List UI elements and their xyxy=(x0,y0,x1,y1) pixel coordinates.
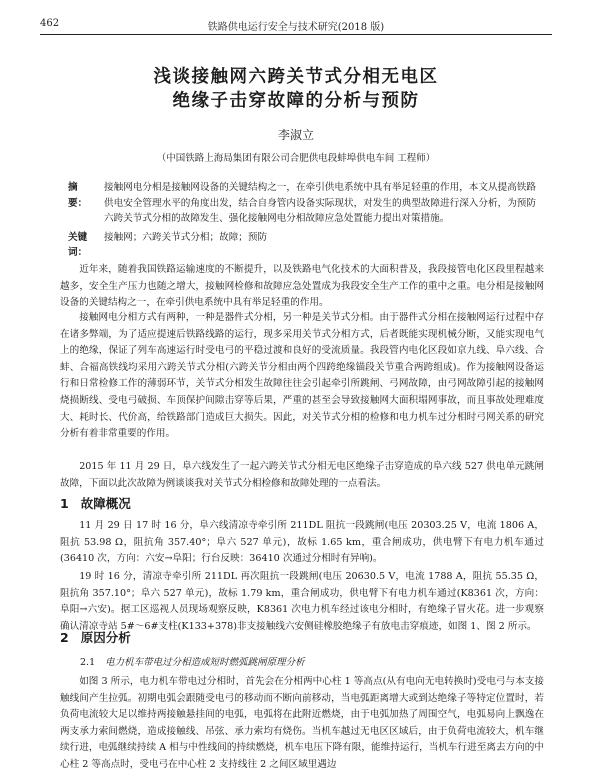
subsection-2-1-number: 2.1 xyxy=(80,657,96,668)
abstract-text: 接触网电分相是接触网设备的关键结构之一，在牵引供电系统中具有举足轻重的作用，本文从提高铁路供电安全管理水平的角度出发，结合自身管内设备实际现状，对发生的典型故障进行深入分析，为预防六跨关节式分相的故障发生、强化接触网电分相故障应急处置能力提出对策措施。 xyxy=(104,182,536,224)
running-header xyxy=(40,18,552,34)
section-1-heading xyxy=(60,494,131,512)
intro-paragraph-3: 2015 年 11 月 29 日，阜六线发生了一起六跨关节式分相无电区绝缘子击穿造成的阜六线 527 供电单元跳闸故障，下面以此次故障为例谈谈我对关节式分相检修和故障处理的一点看法。 xyxy=(60,461,544,489)
paper-title-line-1: 浅谈接触网六跨关节式分相无电区 xyxy=(153,67,439,87)
section-1-number: 1 xyxy=(60,496,69,511)
section-1-paragraph-2: 19 时 16 分，清凉寺牵引所 211DL 再次阻抗一段跳闸(电压 20630.5 V，电流 1788 A，阻抗 55.35 Ω，阻抗角 357.10°；阜六 527 单元)，故标 1.79 km，重合闸成功，供电臂下有电力机车通过(K8361 次，方向：阜阳→六安)。据工区巡视人员现场观察反映，K8361 次电力机车经过该电分相时，有绝缘子冒火花。进一步观察确认清凉寺站 5#～6#支柱(K133+378)非支接触线六安侧硅橡胶绝缘子有放电击穿痕迹，如图 1、图 2 所示。 xyxy=(60,571,544,632)
journal-name: 铁路供电运行安全与技术研究(2018 版) xyxy=(207,22,385,33)
author-affiliation: （中国铁路上海局集团有限公司合肥供电段蚌埠供电车间 工程师） xyxy=(156,153,436,164)
section-2-paragraph-1: 如图 3 所示，电力机车带电过分相时，首先会在分相两中心柱 1 等高点(从有电向无电转换时)受电弓与本支接触线间产生拉弧。初期电弧会跟随受电弓的移动而不断向前移动，当电弧距离增大或到达绝缘子等特定位置时，若负荷电流较大足以维持两接触悬挂间的电弧，电弧将在此附近燃烧，由于电弧加热了周围空气，电弧易向上飘逸在两支承力索间燃烧，造成接触线、吊弦、承力索均有烧伤。当机车越过无电区区域后，由于负荷电流较大，机车继续行进，电弧继续持续 A 相与中性线间的持续燃烧，机车电压下降有限，能维持运行，当机车行进至离去方向的中心柱 2 等高点时，受电弓在中心柱 2 支持线往 2 之间区域里遇边 xyxy=(60,676,544,770)
keywords-text: 接触网；六跨关节式分相；故障；预防 xyxy=(104,231,268,243)
section-2-title: 原因分析 xyxy=(80,630,131,645)
abstract-label: 摘 要： xyxy=(68,182,88,209)
paper-title-line-2: 绝缘子击穿故障的分析与预防 xyxy=(172,91,420,111)
section-2-number: 2 xyxy=(60,630,69,645)
page-number: 462 xyxy=(40,18,60,29)
keywords-label: 关键词： xyxy=(68,231,88,258)
intro-paragraph-1: 近年来，随着我国铁路运输速度的不断提升，以及铁路电气化技术的大面积普及，我段接管电化区段里程越来越多，安全生产压力也随之增大，接触网检修和故障应急处置成为我段安全生产工作的重中之重。电分相是接触网设备的关键结构之一，在牵引供电系统中具有举足轻重的作用。 xyxy=(60,264,544,309)
section-1-title: 故障概况 xyxy=(80,496,131,511)
intro-paragraph-2: 接触网电分相方式有两种，一种是器件式分相，另一种是关节式分相。由于器件式分相在接触网运行过程中存在诸多弊端，为了适应提速后铁路线路的运行，现多采用关节式分相方式，后者既能实现机械分断，又能实现电气上的绝缘，保证了列车高速运行时受电弓的平稳过渡和良好的受流质量。我段管内电化区段如京九线、阜六线、合蚌、合福高铁线均采用六跨关节式分相(六跨关节分相由两个四跨绝缘锚段关节重合两跨组成)。作为接触网设备运行和日常检修工作的薄弱环节，关节式分相发生故障往往会引起牵引所跳闸、弓网故障，由弓网故障引起的接触网烧损断线、受电弓破损、车顶保护间隙击穿等后果，严重的甚至会导致接触网大面积塌网事故，而且事故处理难度大、耗时长、代价高，给铁路部门造成巨大损失。因此，对关节式分相的检修和电力机车过分相时弓网关系的研究分析有着非常重要的作用。 xyxy=(60,312,544,440)
subsection-2-1-title: 电力机车带电过分相造成短时燃弧跳闸原理分析 xyxy=(105,657,305,668)
subsection-2-1-heading xyxy=(80,654,305,668)
abstract-block xyxy=(68,180,536,261)
author-name: 李淑立 xyxy=(277,128,314,142)
section-2-heading xyxy=(60,628,131,646)
header-rule xyxy=(40,34,552,35)
section-1-paragraph-1: 11 月 29 日 17 时 16 分，阜六线清凉寺牵引所 211DL 阻抗一段跳闸(电压 20303.25 V，电流 1806 A，阻抗 53.98 Ω，阻抗角 357.40°；阜六 527 单元)，故标 1.65 km，重合闸成功，供电臂下有电力机车通过(36410 次，方向：六安→阜阳；行台反映：36410 次通过分相时有异响)。 xyxy=(60,520,544,565)
